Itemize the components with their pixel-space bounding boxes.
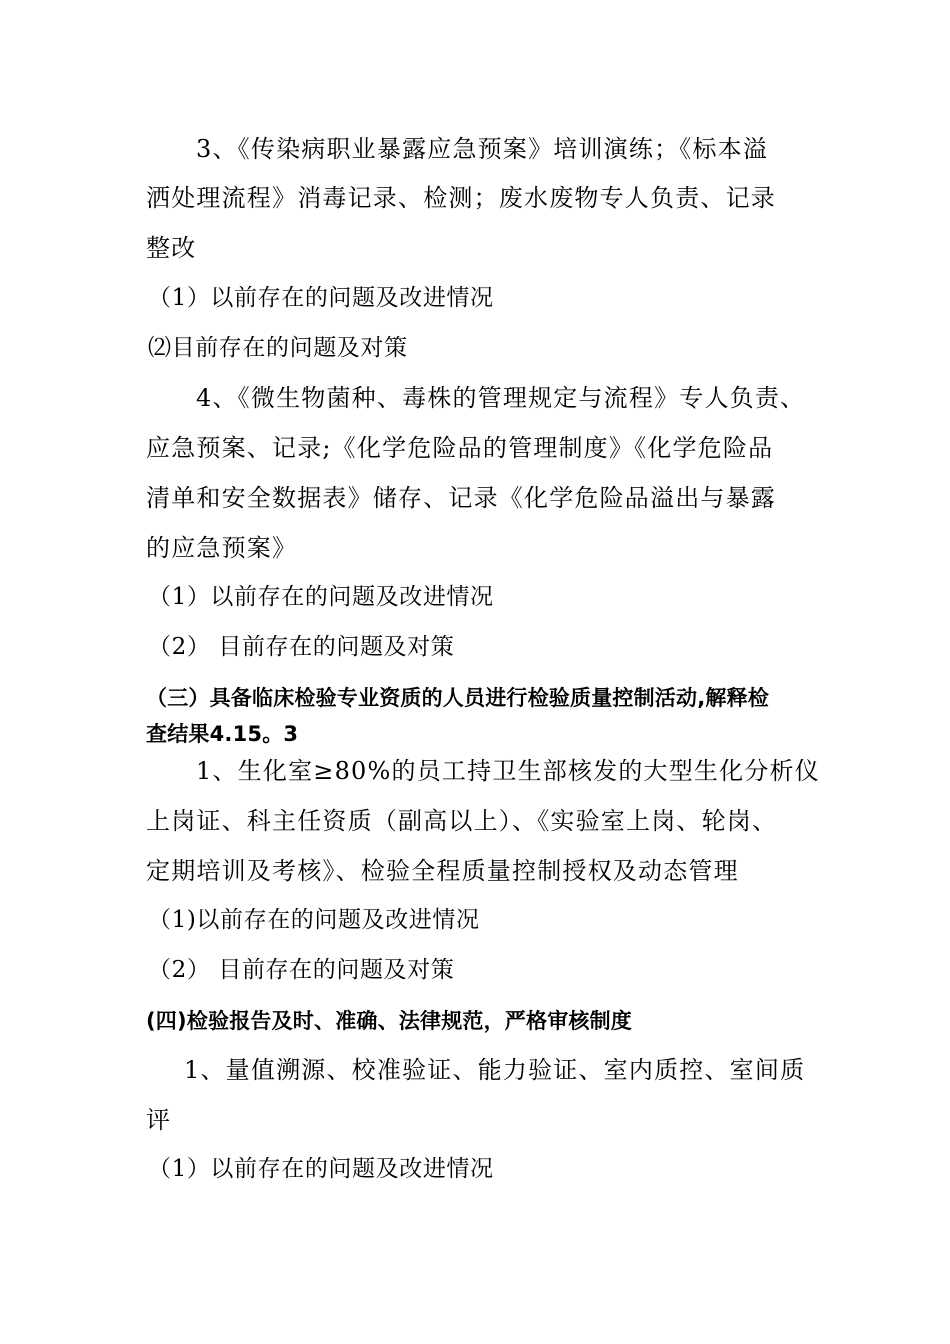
paragraph-item-3-line-2: 洒处理流程》消毒记录、检测；废水废物专人负责、记录 xyxy=(146,184,776,212)
section-heading-3-line-1: （三）具备临床检验专业资质的人员进行检验质量控制活动,解释检 xyxy=(146,686,769,710)
paragraph-item-1-line-2: 上岗证、科主任资质（副高以上）、《实验室上岗、轮岗、 xyxy=(146,807,778,835)
section-heading-4: (四)检验报告及时、准确、法律规范，严格审核制度 xyxy=(146,1009,632,1033)
subitem-previous-issues: （1)以前存在的问题及改进情况 xyxy=(148,907,480,933)
paragraph-item-1-line-3: 定期培训及考核》、检验全程质量控制授权及动态管理 xyxy=(146,857,739,885)
paragraph-item-1b-line-2: 评 xyxy=(146,1106,172,1134)
subitem-current-issues: ⑵目前存在的问题及对策 xyxy=(148,335,408,361)
paragraph-item-4-line-3: 清单和安全数据表》储存、记录《化学危险品溢出与暴露 xyxy=(146,484,776,512)
paragraph-item-1-line-1: 1、生化室≥80%的员工持卫生部核发的大型生化分析仪 xyxy=(196,757,820,785)
paragraph-item-3-line-1: 3、《传染病职业暴露应急预案》培训演练；《标本溢 xyxy=(196,135,769,163)
subitem-current-issues: （2） 目前存在的问题及对策 xyxy=(148,634,455,660)
subitem-previous-issues: （1）以前存在的问题及改进情况 xyxy=(148,285,494,311)
paragraph-item-4-line-4: 的应急预案》 xyxy=(146,534,298,562)
paragraph-item-1b-line-1: 1、量值溯源、校准验证、能力验证、室内质控、室间质 xyxy=(184,1056,806,1084)
paragraph-item-4-line-1: 4、《微生物菌种、毒株的管理规定与流程》专人负责、 xyxy=(196,384,806,412)
subitem-previous-issues: （1）以前存在的问题及改进情况 xyxy=(148,1156,494,1182)
paragraph-item-3-line-3: 整改 xyxy=(146,234,197,262)
paragraph-item-4-line-2: 应急预案、记录;《化学危险品的管理制度》《化学危险品 xyxy=(146,434,774,462)
subitem-previous-issues: （1）以前存在的问题及改进情况 xyxy=(148,584,494,610)
section-heading-3-line-2: 查结果4.15。3 xyxy=(146,722,299,746)
subitem-current-issues: （2） 目前存在的问题及对策 xyxy=(148,957,455,983)
